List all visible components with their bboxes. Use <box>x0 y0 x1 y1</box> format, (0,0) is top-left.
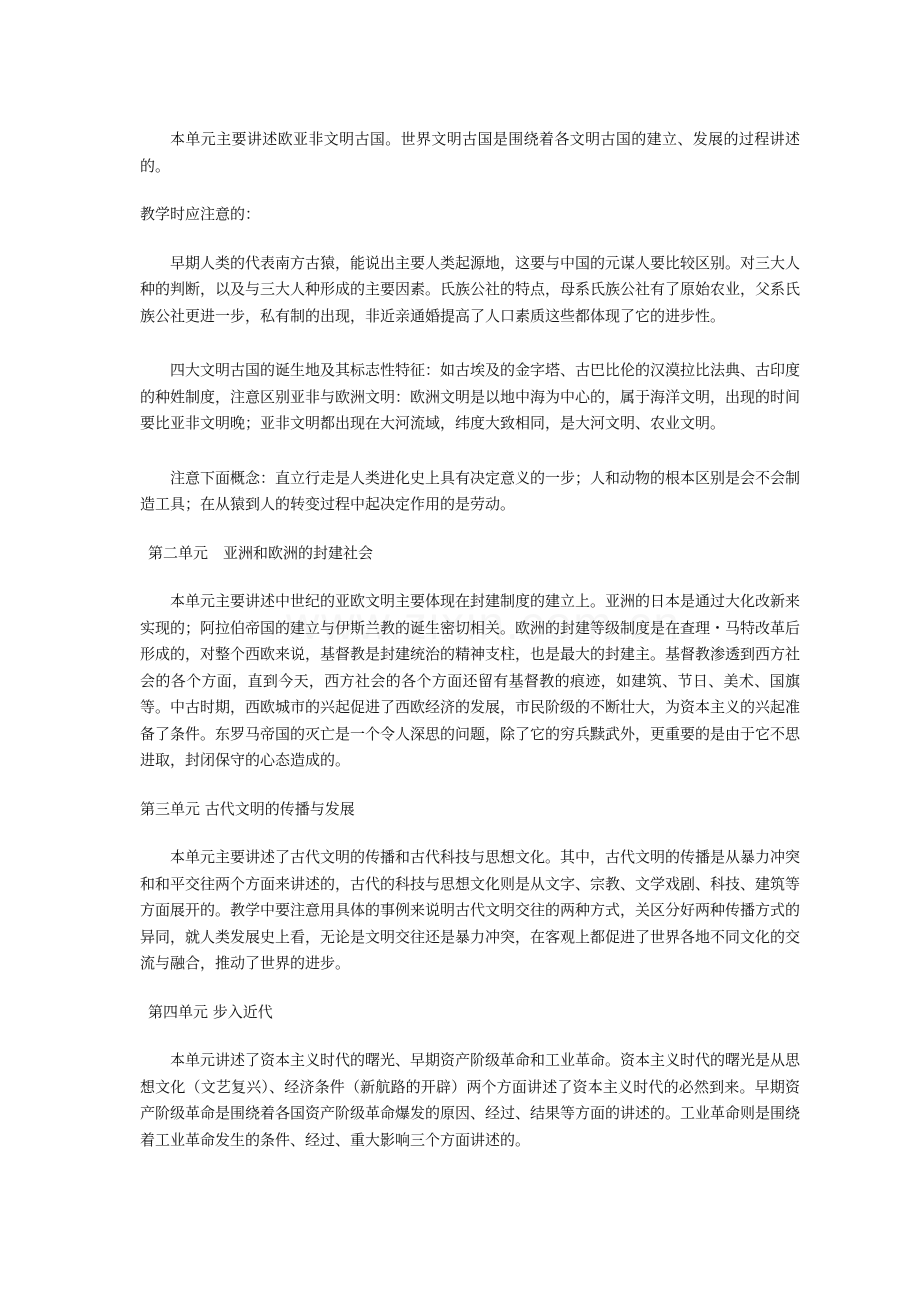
unit2-paragraph: 本单元主要讲述中世纪的亚欧文明主要体现在封建制度的建立上。亚洲的日本是通过大化改新来实现的；阿拉伯帝国的建立与伊斯兰教的诞生密切相关。欧洲的封建等级制度是在查理・马特改革后形成的，对整个西欧来说，基督教是封建统治的精神支柱，也是最大的封建主。基督教渗透到西方社会的各个方面，直到今天，西方社会的各个方面还留有基督教的痕迹，如建筑、节日、美术、国旗等。中古时期，西欧城市的兴起促进了西欧经济的发展，市民阶级的不断壮大，为资本主义的兴起准备了条件。东罗马帝国的灭亡是一个令人深思的问题，除了它的穷兵黩武外，更重要的是由于它不思进取，封闭保守的心态造成的。 <box>140 592 801 769</box>
unit4-heading: 第四单元 步入近代 <box>148 1002 273 1021</box>
unit3-heading: 第三单元 古代文明的传播与发展 <box>140 799 355 818</box>
intro-paragraph: 本单元主要讲述欧亚非文明古国。世界文明古国是围绕着各文明古国的建立、发展的过程讲述的。 <box>140 130 800 175</box>
teaching-note-heading: 教学时应注意的： <box>140 205 261 223</box>
unit4-paragraph: 本单元讲述了资本主义时代的曙光、早期资产阶级革命和工业革命。资本主义时代的曙光是从思想文化（文艺复兴）、经济条件（新航路的开辟）两个方面讲述了资本主义时代的必然到来。早期资产阶级革命是围绕着各国资产阶级革命爆发的原因、经过、结果等方面的讲述的。工业革命则是围绕着工业革命发生的条件、经过、重大影响三个方面讲述的。 <box>140 1051 801 1149</box>
early-humans-paragraph: 早期人类的代表南方古猿，能说出主要人类起源地，这要与中国的元谋人要比较区别。对三大人种的判断，以及与三大人种形成的主要因素。氏族公社的特点，母系氏族公社有了原始农业，父系氏族公社更进一步，私有制的出现，非近亲通婚提高了人口素质这些都体现了它的进步性。 <box>140 253 801 325</box>
concepts-paragraph: 注意下面概念：直立行走是人类进化史上具有决定意义的一步；人和动物的根本区别是会不会制造工具；在从猿到人的转变过程中起决定作用的是劳动。 <box>140 468 801 513</box>
four-civilizations-paragraph: 四大文明古国的诞生地及其标志性特征：如古埃及的金字塔、古巴比伦的汉漠拉比法典、古印度的种姓制度，注意区别亚非与欧洲文明：欧洲文明是以地中海为中心的，属于海洋文明，出现的时间要比亚非文明晚；亚非文明都出现在大河流域，纬度大致相同，是大河文明、农业文明。 <box>140 361 801 432</box>
unit3-paragraph: 本单元主要讲述了古代文明的传播和古代科技与思想文化。其中，古代文明的传播是从暴力冲突和和平交往两个方面来讲述的，古代的科技与思想文化则是从文字、宗教、文学戏剧、科技、建筑等方面展开的。教学中要注意用具体的事例来说明古代文明交往的两种方式，关区分好两种传播方式的异同，就人类发展史上看，无论是文明交往还是暴力冲突，在客观上都促进了世界各地不同文化的交流与融合，推动了世界的进步。 <box>140 848 801 972</box>
document-page <box>140 126 800 1153</box>
unit2-heading: 第二单元 亚洲和欧洲的封建社会 <box>148 543 374 562</box>
